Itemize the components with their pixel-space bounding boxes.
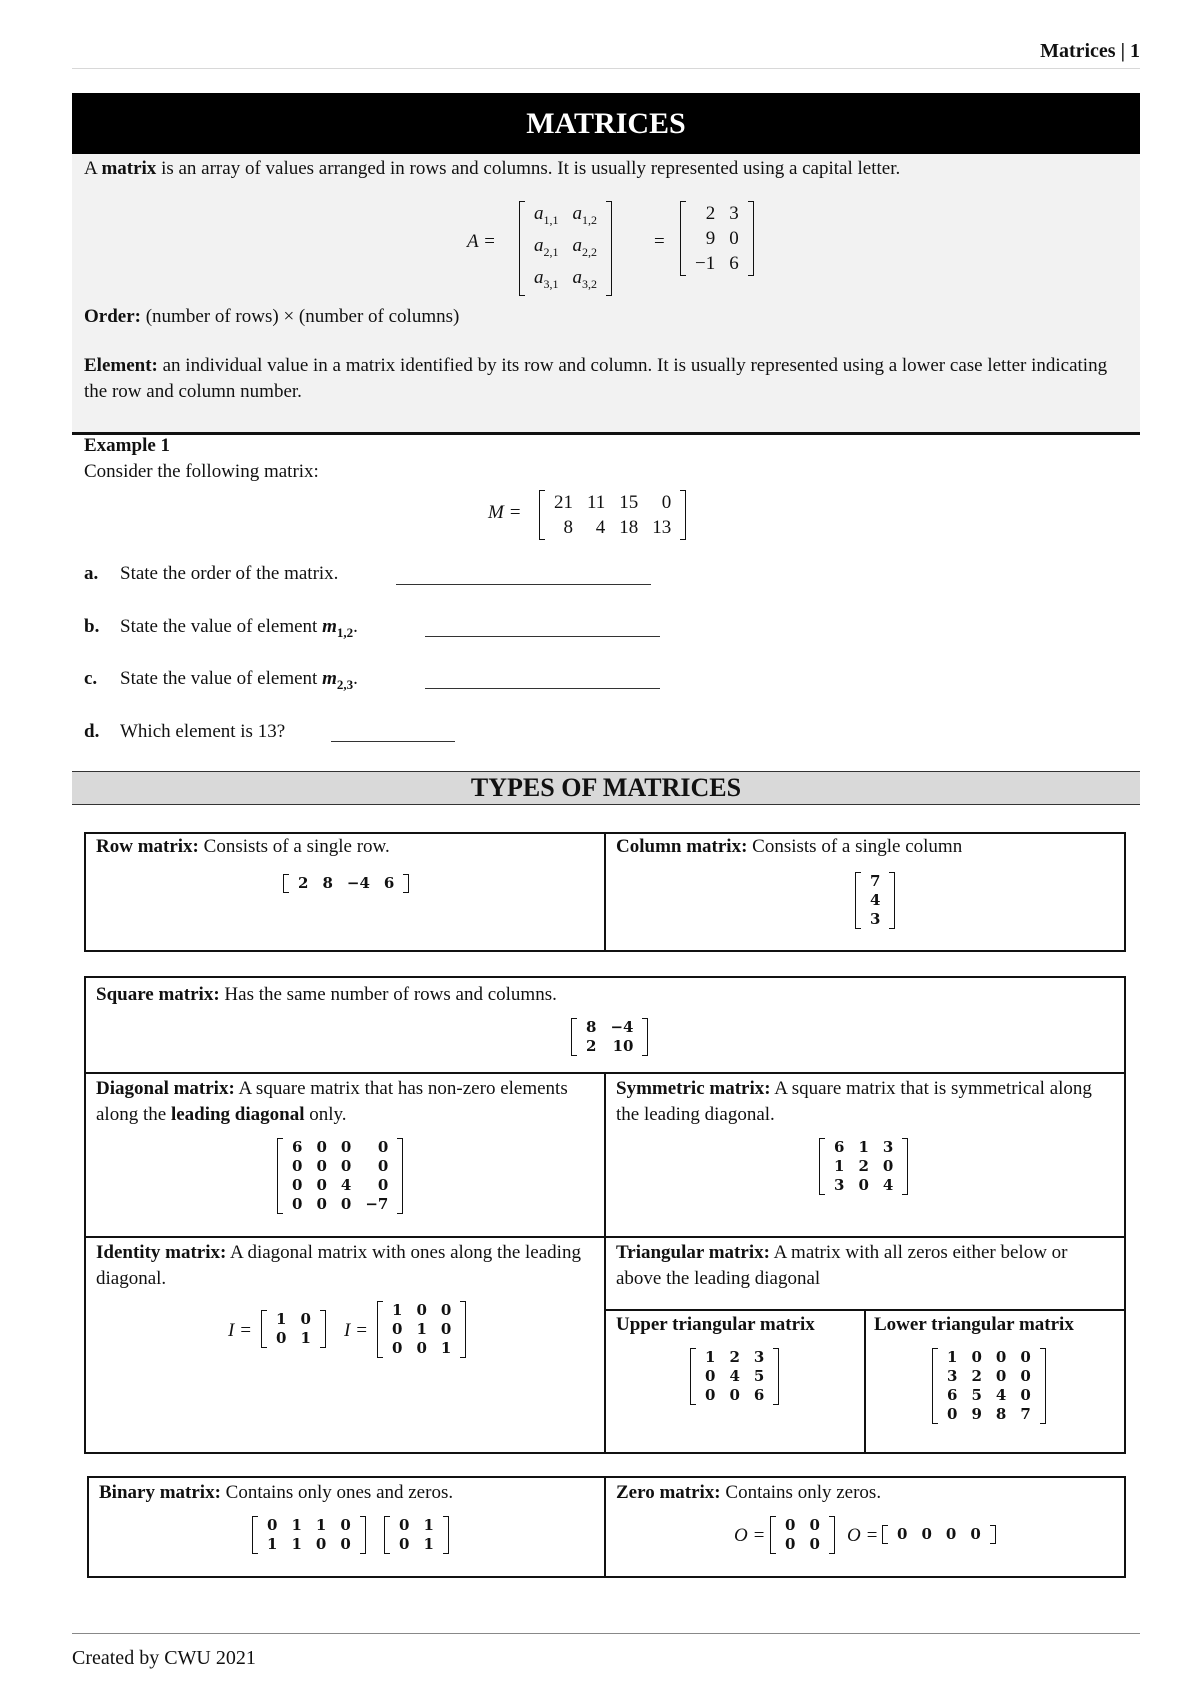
zero-matrix-term: Zero matrix:	[616, 1482, 721, 1503]
matrix-element: 0	[340, 1516, 351, 1534]
matrix-a-numeric	[680, 201, 754, 276]
matrix-grid	[940, 1348, 1038, 1424]
question-c-text	[120, 666, 358, 698]
identity-matrix-desc	[96, 1240, 596, 1292]
identity-matrix-term: Identity matrix:	[96, 1242, 227, 1263]
triangular-matrix-term: Triangular matrix:	[616, 1242, 770, 1263]
matrix-element: 5	[971, 1386, 982, 1404]
matrix-element: 0	[971, 1348, 982, 1366]
answer-line-b[interactable]	[425, 636, 660, 637]
definition-term: matrix	[101, 158, 157, 179]
matrix-element: 2	[729, 1348, 740, 1366]
matrix-grid	[547, 490, 678, 540]
matrix-element: 8	[995, 1405, 1007, 1423]
matrix-element: 21	[554, 492, 573, 513]
matrix-element: 6	[834, 1138, 845, 1156]
question-c-symbol: m	[322, 668, 337, 689]
matrix-element: 13	[652, 517, 672, 538]
matrix-element: 1	[705, 1348, 716, 1366]
matrix-element: 1	[276, 1310, 287, 1328]
matrix-element: 0	[315, 1535, 327, 1553]
identity-symbol-2: I =	[228, 1320, 252, 1341]
matrix-element: 0	[399, 1535, 410, 1553]
row-matrix-example	[283, 874, 409, 893]
definition-pre: A	[84, 158, 102, 179]
matrix-element: 2	[858, 1157, 869, 1175]
element-definition	[84, 353, 1124, 405]
matrix-element: 1	[300, 1329, 311, 1347]
matrix-element: 4	[870, 891, 881, 909]
matrix-element: 0	[729, 1386, 740, 1404]
column-matrix-text: Consists of a single column	[747, 836, 963, 857]
row-matrix-desc	[96, 834, 390, 860]
matrix-element: 0	[392, 1320, 403, 1338]
zero-matrix-example-1	[770, 1516, 835, 1554]
diagonal-matrix-cell	[84, 1072, 606, 1238]
question-c-tail: .	[353, 668, 358, 689]
row-matrix-term: Row matrix:	[96, 836, 199, 857]
matrix-element: 0	[858, 1176, 869, 1194]
matrix-grid	[385, 1301, 458, 1358]
matrix-element: 4	[882, 1176, 894, 1194]
column-matrix-term: Column matrix:	[616, 836, 748, 857]
matrix-element: 0	[292, 1195, 303, 1213]
matrix-grid	[291, 874, 401, 893]
matrix-element: 6	[753, 1386, 765, 1404]
matrix-grid	[778, 1516, 827, 1554]
matrix-element: 0	[276, 1329, 287, 1347]
matrix-element: 4	[595, 517, 606, 538]
symmetric-matrix-desc	[616, 1076, 1116, 1128]
definition-post: is an array of values arranged in rows and columns. It is usually represented using a capital letter.	[156, 158, 901, 179]
matrix-grid	[392, 1516, 441, 1554]
matrix-element: 1	[423, 1535, 434, 1553]
matrix-element: 1	[858, 1138, 869, 1156]
matrix-element: −4	[346, 874, 370, 892]
matrix-element: 2	[705, 203, 716, 224]
matrix-element: $a_{3,2}$	[572, 266, 597, 291]
upper-triangular-example	[690, 1348, 779, 1405]
symmetric-matrix-cell	[604, 1072, 1126, 1238]
column-matrix-desc	[616, 834, 962, 860]
diagonal-matrix-text-a: A square matrix that has non-zero elements along the	[96, 1078, 568, 1125]
matrix-element: $a_{2,1}$	[534, 234, 559, 259]
matrix-element: 11	[587, 492, 606, 513]
column-matrix-cell	[604, 832, 1126, 952]
matrix-element: 0	[300, 1310, 311, 1328]
matrix-element: 9	[971, 1405, 982, 1423]
question-b-body: State the value of element	[120, 616, 323, 637]
matrix-element: 0	[661, 492, 672, 513]
matrix-element: 0	[267, 1516, 278, 1534]
matrix-element: 0	[340, 1535, 351, 1553]
identity-matrix-cell	[84, 1236, 606, 1454]
matrix-a-general	[519, 201, 612, 296]
matrix-element: 2	[971, 1367, 982, 1385]
matrix-element: 0	[1020, 1386, 1031, 1404]
matrix-element: 7	[870, 872, 881, 890]
matrix-element: 3	[753, 1348, 765, 1366]
matrix-element: 0	[440, 1301, 452, 1319]
zero-matrix-cell	[604, 1476, 1126, 1578]
binary-matrix-cell	[87, 1476, 606, 1578]
matrix-element: 0	[785, 1516, 796, 1534]
question-b-text	[120, 614, 358, 646]
matrix-element: −4	[610, 1018, 634, 1036]
matrix-element: 1	[947, 1348, 958, 1366]
matrix-a-label: A =	[467, 231, 496, 252]
matrix-element: $a_{1,1}$	[534, 203, 559, 227]
matrix-grid	[890, 1525, 988, 1544]
zero-matrix-text: Contains only zeros.	[720, 1482, 882, 1503]
symmetric-matrix-term: Symmetric matrix:	[616, 1078, 771, 1099]
matrix-element: 7	[1020, 1405, 1031, 1423]
matrix-element: 0	[1020, 1348, 1031, 1366]
question-c-subscript: 2,3	[336, 676, 354, 692]
zero-matrix-example-2	[882, 1525, 996, 1544]
matrix-element: 1	[291, 1535, 302, 1553]
square-matrix-term: Square matrix:	[96, 984, 220, 1005]
answer-line-a[interactable]	[396, 584, 651, 585]
matrix-grid	[698, 1348, 771, 1405]
lower-triangular-example	[932, 1348, 1046, 1424]
question-b-tail: .	[353, 616, 358, 637]
answer-line-c[interactable]	[425, 688, 660, 689]
matrix-element: 2	[586, 1037, 597, 1055]
row-matrix-cell	[84, 832, 606, 952]
matrix-element: 5	[753, 1367, 765, 1385]
square-matrix-cell	[84, 976, 1126, 1074]
matrix-grid	[863, 872, 887, 929]
matrix-element: 3	[870, 910, 881, 928]
binary-matrix-text: Contains only ones and zeros.	[220, 1482, 454, 1503]
matrix-element: 0	[809, 1535, 820, 1553]
zero-matrix-desc	[616, 1480, 881, 1506]
matrix-element: 0	[292, 1157, 303, 1175]
footer-divider	[72, 1633, 1140, 1634]
lower-triangular-label: Lower triangular matrix	[874, 1314, 1074, 1335]
matrix-element: 0	[1020, 1367, 1031, 1385]
matrix-element: $a_{3,1}$	[534, 266, 559, 291]
matrix-element: 10	[612, 1037, 634, 1055]
matrix-element: 18	[619, 517, 639, 538]
matrix-element: 8	[586, 1018, 597, 1036]
matrix-grid	[285, 1138, 395, 1214]
matrix-element: 8	[322, 874, 333, 892]
matrix-element: 0	[921, 1525, 932, 1543]
question-b-label: b.	[84, 616, 100, 637]
matrix-element: 0	[705, 1386, 716, 1404]
matrix-element: 0	[970, 1525, 981, 1543]
matrix-element: 1	[315, 1516, 327, 1534]
matrix-element: 0	[316, 1195, 327, 1213]
matrix-element: 0	[340, 1195, 352, 1213]
matrix-m	[539, 490, 686, 540]
types-heading: TYPES OF MATRICES	[72, 771, 1140, 805]
matrix-element: 3	[834, 1176, 845, 1194]
matrix-element: 15	[619, 492, 639, 513]
matrix-element: 1	[392, 1301, 403, 1319]
order-text: (number of rows) × (number of columns)	[140, 306, 460, 327]
matrix-grid	[688, 201, 746, 276]
matrix-m-label: M =	[488, 502, 522, 523]
footer-credit: Created by CWU 2021	[72, 1647, 256, 1669]
matrix-element: 0	[705, 1367, 716, 1385]
matrix-element: 6	[292, 1138, 303, 1156]
matrix-element: 0	[377, 1157, 389, 1175]
question-a-label: a.	[84, 563, 99, 584]
row-matrix-text: Consists of a single row.	[198, 836, 390, 857]
matrix-element: 0	[809, 1516, 820, 1534]
matrix-element: 3	[882, 1138, 894, 1156]
identity-matrix-2x2	[261, 1310, 326, 1348]
identity-symbol-3: I =	[344, 1320, 368, 1341]
matrix-element: 4	[995, 1386, 1007, 1404]
example-prompt: Consider the following matrix:	[84, 461, 319, 482]
element-text: an individual value in a matrix identified by its row and column. It is usually represented using a lower case letter indicating the row and column number.	[84, 355, 1108, 402]
element-term: Element:	[84, 355, 158, 376]
question-b-subscript: 1,2	[336, 624, 354, 640]
matrix-element: 0	[377, 1176, 389, 1194]
matrix-grid	[827, 1138, 900, 1195]
matrix-element: 0	[292, 1176, 303, 1194]
matrix-element: 8	[563, 517, 573, 538]
matrix-element: 0	[897, 1525, 908, 1543]
matrix-element: 0	[729, 228, 739, 249]
matrix-element: 0	[316, 1176, 327, 1194]
matrix-element: 0	[995, 1348, 1007, 1366]
matrix-element: 0	[316, 1138, 327, 1156]
matrix-element: 0	[340, 1157, 352, 1175]
matrix-element: 9	[705, 228, 716, 249]
question-c-body: State the value of element	[120, 668, 323, 689]
matrix-grid	[260, 1516, 358, 1554]
matrix-element: 0	[392, 1339, 403, 1357]
triangular-matrix-text: A matrix with all zeros either below or above the leading diagonal	[616, 1242, 1068, 1289]
column-matrix-example	[855, 872, 895, 929]
matrix-grid	[527, 201, 604, 296]
matrix-element: 3	[729, 203, 739, 224]
matrix-element: 4	[729, 1367, 740, 1385]
matrix-element: 0	[316, 1157, 327, 1175]
zero-symbol-1: O =	[734, 1525, 766, 1546]
matrix-element: 0	[416, 1301, 427, 1319]
matrix-element: 0	[340, 1138, 352, 1156]
binary-matrix-term: Binary matrix:	[99, 1482, 221, 1503]
matrix-element: 2	[298, 874, 309, 892]
square-matrix-text: Has the same number of rows and columns.	[219, 984, 557, 1005]
question-c-label: c.	[84, 668, 98, 689]
diagonal-matrix-desc	[96, 1076, 596, 1128]
matrix-element: 1	[834, 1157, 845, 1175]
page-title: MATRICES	[72, 93, 1140, 154]
square-matrix-desc	[96, 982, 557, 1008]
matrix-element: $a_{2,2}$	[572, 234, 597, 259]
diagonal-matrix-text-b: only.	[304, 1104, 347, 1125]
example-title: Example 1	[84, 435, 171, 456]
order-definition	[84, 304, 459, 330]
matrix-element: 6	[383, 874, 395, 892]
matrix-element: 0	[416, 1339, 427, 1357]
matrix-element: 0	[785, 1535, 796, 1553]
binary-matrix-example-1	[252, 1516, 366, 1554]
upper-triangular-label: Upper triangular matrix	[616, 1314, 815, 1335]
square-matrix-example	[571, 1018, 648, 1056]
zero-symbol-2: O =	[847, 1525, 879, 1546]
order-term: Order:	[84, 306, 141, 327]
matrix-element: 0	[945, 1525, 957, 1543]
matrix-grid	[269, 1310, 318, 1348]
identity-matrix-text: A diagonal matrix with ones along the leading diagonal.	[96, 1242, 581, 1289]
header-divider	[72, 68, 1140, 69]
matrix-element: 0	[947, 1405, 958, 1423]
triangular-matrix-desc	[616, 1240, 1116, 1292]
triangular-split	[864, 1309, 866, 1452]
question-a-text: State the order of the matrix.	[120, 563, 339, 584]
matrix-element: 0	[440, 1320, 452, 1338]
binary-matrix-desc	[99, 1480, 453, 1506]
matrix-element: 1	[291, 1516, 302, 1534]
binary-matrix-example-2	[384, 1516, 449, 1554]
page-number-header: Matrices | 1	[1040, 40, 1140, 62]
matrix-element: 0	[995, 1367, 1007, 1385]
identity-matrix-3x3	[377, 1301, 466, 1358]
matrix-element: 3	[947, 1367, 958, 1385]
matrix-element: 4	[340, 1176, 352, 1194]
matrix-element: 0	[882, 1157, 894, 1175]
matrix-element: 1	[267, 1535, 278, 1553]
triangular-matrix-cell	[604, 1236, 1126, 1454]
question-d-label: d.	[84, 721, 100, 742]
matrix-element: 6	[947, 1386, 958, 1404]
matrix-element: 6	[729, 253, 739, 274]
matrix-element: −7	[365, 1195, 389, 1213]
matrix-element: $a_{1,2}$	[572, 203, 597, 227]
question-b-symbol: m	[322, 616, 337, 637]
leading-diagonal-term: leading diagonal	[170, 1104, 305, 1125]
symmetric-matrix-text: A square matrix that is symmetrical along the leading diagonal.	[616, 1078, 1092, 1125]
matrix-grid	[579, 1018, 640, 1056]
matrix-element: 0	[399, 1516, 410, 1534]
question-d-text: Which element is 13?	[120, 721, 286, 742]
equals-sign: =	[654, 231, 665, 252]
matrix-element: 0	[377, 1138, 389, 1156]
diagonal-matrix-term: Diagonal matrix:	[96, 1078, 235, 1099]
matrix-element: 1	[440, 1339, 452, 1357]
matrix-element: −1	[695, 253, 716, 274]
matrix-element: 1	[423, 1516, 434, 1534]
answer-line-d[interactable]	[331, 741, 455, 742]
matrix-element: 1	[416, 1320, 427, 1338]
symmetric-matrix-example	[819, 1138, 908, 1195]
definition-box	[72, 154, 1140, 435]
diagonal-matrix-example	[277, 1138, 403, 1214]
matrix-definition	[84, 156, 1124, 182]
